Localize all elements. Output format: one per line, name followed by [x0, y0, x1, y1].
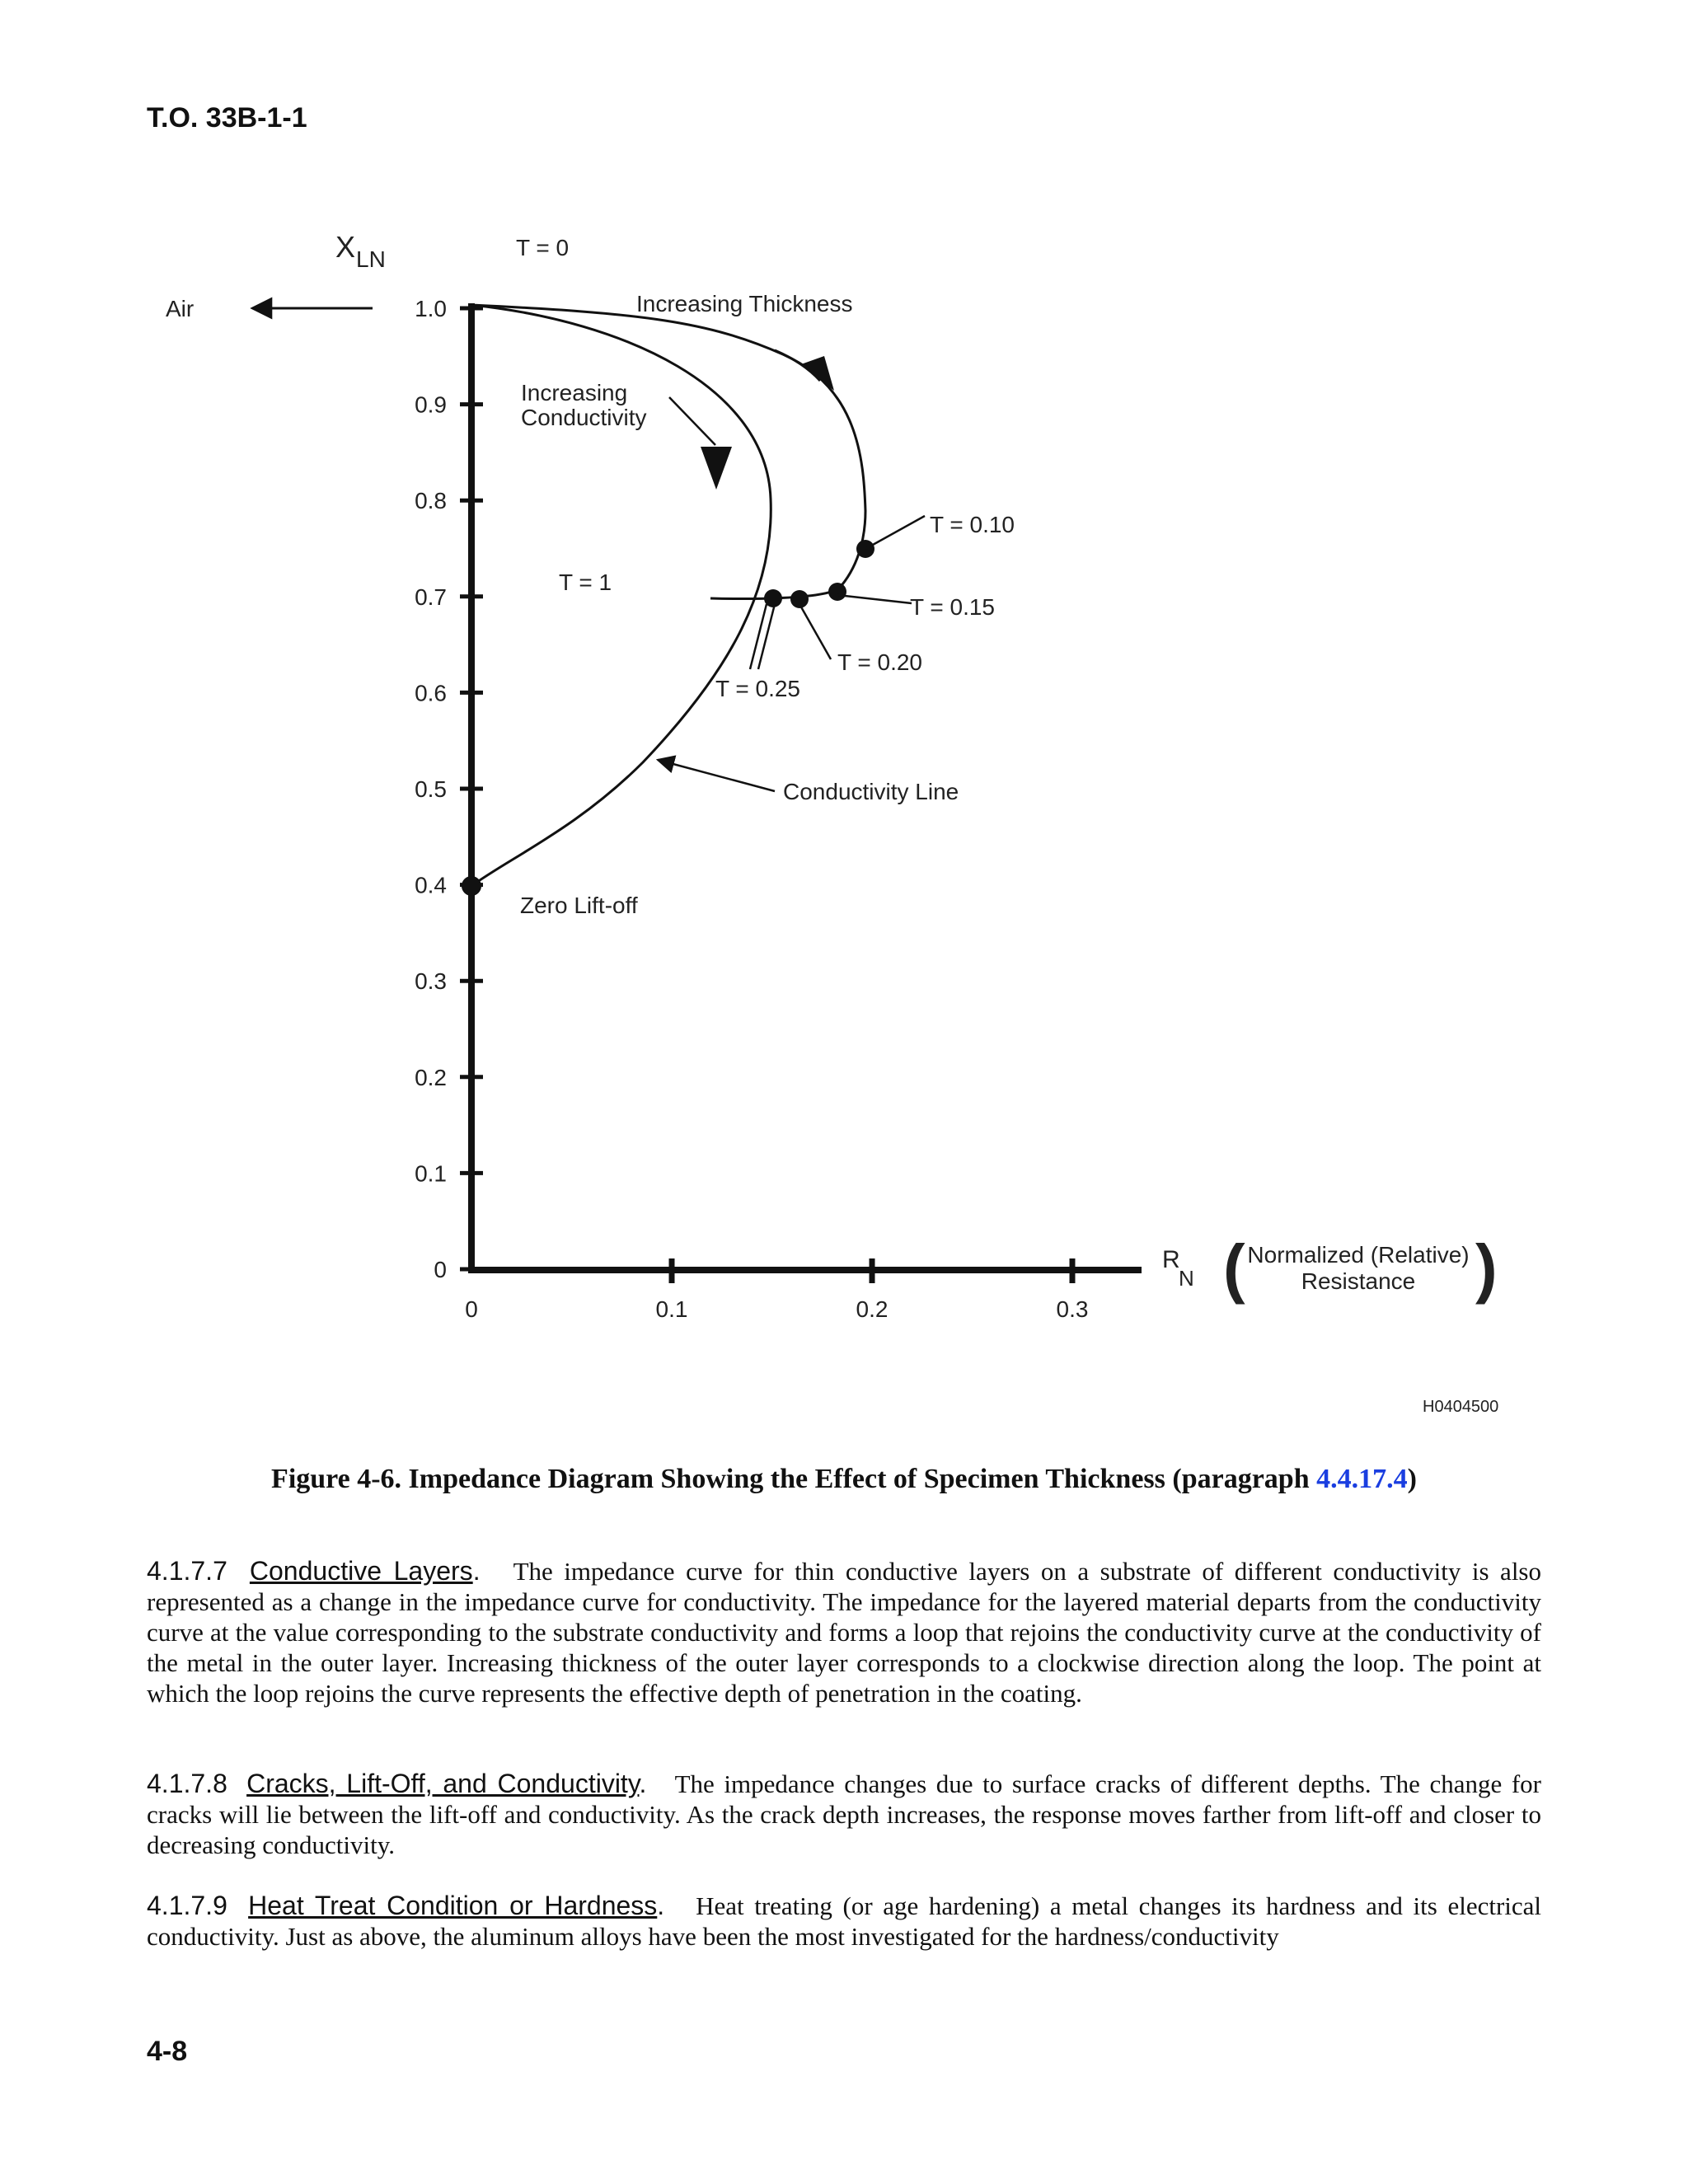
label-t1: T = 1	[559, 569, 612, 595]
y-axis-label-sub: LN	[356, 246, 386, 272]
y-tick-label: 0.1	[415, 1160, 447, 1187]
y-tick-label: 0.7	[415, 583, 447, 610]
label-zero-liftoff: Zero Lift-off	[520, 893, 638, 918]
figure-code: H0404500	[1423, 1398, 1499, 1416]
y-tick-label: 0.6	[415, 680, 447, 706]
x-axis-label: R	[1162, 1246, 1180, 1273]
leader-t020	[799, 604, 831, 659]
paragraph-number: 4.1.7.9	[147, 1891, 227, 1920]
increasing-thickness-arrowhead	[801, 356, 834, 391]
page-number: 4-8	[147, 2036, 188, 2067]
x-axis-label-sub: N	[1179, 1266, 1194, 1291]
x-tick-label: 0	[465, 1296, 478, 1322]
paragraph-body: Heat treating (or age hardening) a metal changes its hardness and its electrical conductivity. Just as above, the aluminum alloys have been the most investigated for the hardness/conductivity	[147, 1891, 1542, 1951]
increasing-conductivity-leader	[669, 397, 715, 445]
label-increasing-thickness: Increasing Thickness	[636, 291, 853, 316]
leader-t025b	[758, 604, 775, 669]
thickness-loop-curve	[471, 305, 865, 599]
paragraph-4-1-7-9: 4.1.7.9 Heat Treat Condition or Hardness. Heat treating (or age hardening) a metal changes its hardness and its electrical conductivity. Just as above, the aluminum alloys have been the most investigated for the hardness/conductivity	[147, 1891, 1542, 1951]
y-tick-label: 0.8	[415, 488, 447, 514]
label-increasing-conductivity-2: Conductivity	[521, 405, 647, 430]
left-paren: (	[1223, 1231, 1245, 1305]
paragraph-number: 4.1.7.7	[147, 1556, 227, 1586]
paragraph-4-1-7-7: 4.1.7.7 Conductive Layers. The impedance curve for thin conductive layers on a substrate of different conductivity is also represented as a change in the impedance curve for conductivity. The impedance for the layered material departs from the conductivity curve at the value corresponding to the substrate conductivity and forms a loop that rejoins the conductivity curve at the conductivity of the metal in the outer layer. Increasing thickness of the outer layer corresponds to a clockwise direction along the loop. The point at which the loop rejoins the curve represents the effective depth of penetration in the coating.	[147, 1556, 1541, 1708]
x-tick-label: 0.1	[655, 1296, 688, 1322]
x-axis-desc-line1: Normalized (Relative)	[1247, 1242, 1470, 1268]
y-tick-label: 0.2	[415, 1064, 447, 1090]
paragraph-number: 4.1.7.8	[147, 1769, 227, 1798]
label-t0: T = 0	[516, 235, 570, 260]
y-axis-label: X	[335, 230, 356, 264]
label-t010: T = 0.10	[930, 512, 1015, 537]
caption-paragraph-link[interactable]: 4.4.17.4	[1316, 1464, 1408, 1494]
paragraph-body: The impedance changes due to surface cracks of different depths. The change for cracks will lie between the lift-off and conductivity. As the crack depth increases, the response moves farther from lift-off and closer to decreasing conductivity.	[147, 1769, 1542, 1859]
paragraph-title: Conductive Layers	[249, 1556, 473, 1586]
right-paren: )	[1475, 1231, 1498, 1305]
leader-t010	[865, 516, 925, 549]
point-zero-liftoff	[462, 876, 481, 896]
x-axis-desc-line2: Resistance	[1301, 1268, 1416, 1294]
y-tick-label: 0.9	[415, 391, 447, 418]
label-conductivity-line: Conductivity Line	[783, 779, 959, 804]
y-tick-label: 0.4	[415, 872, 447, 898]
point-t015	[828, 583, 846, 601]
x-tick-label: 0.2	[856, 1296, 889, 1322]
caption-suffix: )	[1407, 1464, 1417, 1494]
increasing-conductivity-arrowhead	[701, 447, 732, 490]
caption-text: Figure 4-6. Impedance Diagram Showing the Effect of Specimen Thickness (paragraph	[271, 1464, 1317, 1494]
label-t020: T = 0.20	[837, 649, 923, 675]
label-t025: T = 0.25	[715, 676, 801, 701]
conductivity-line-arrow	[658, 760, 775, 791]
y-tick-label: 1.0	[415, 296, 447, 321]
leader-t025	[750, 604, 767, 669]
paragraph-4-1-7-8: 4.1.7.8 Cracks, Lift-Off, and Conductivity. The impedance changes due to surface cracks of different depths. The change for cracks will lie between the lift-off and conductivity. As the crack depth increases, the response moves farther from lift-off and closer to decreasing conductivity.	[147, 1769, 1542, 1859]
label-t015: T = 0.15	[910, 594, 996, 620]
air-label: Air	[166, 296, 195, 321]
paragraph-body: The impedance curve for thin conductive layers on a substrate of different conductivity is also represented as a change in the impedance curve for conductivity. The impedance for the layered material departs from the conductivity curve at the value corresponding to the substrate conductivity and forms a loop that rejoins the conductivity curve at the conductivity of the metal in the outer layer. Increasing thickness of the outer layer corresponds to a clockwise direction along the loop. The point at which the loop rejoins the curve represents the effective depth of penetration in the coating.	[147, 1557, 1541, 1708]
y-tick-label: 0.3	[415, 968, 447, 995]
x-tick-label: 0.3	[1056, 1296, 1089, 1322]
paragraph-title: Heat Treat Condition or Hardness	[248, 1891, 658, 1920]
document-id: T.O. 33B-1-1	[147, 102, 307, 134]
paragraph-title: Cracks, Lift-Off, and Conductivity	[246, 1769, 640, 1798]
figure-caption	[0, 1464, 1688, 1495]
leader-t015	[837, 595, 912, 603]
y-tick-label: 0.5	[415, 776, 447, 802]
y-tick-label: 0	[434, 1257, 447, 1282]
label-increasing-conductivity-1: Increasing	[521, 380, 628, 405]
